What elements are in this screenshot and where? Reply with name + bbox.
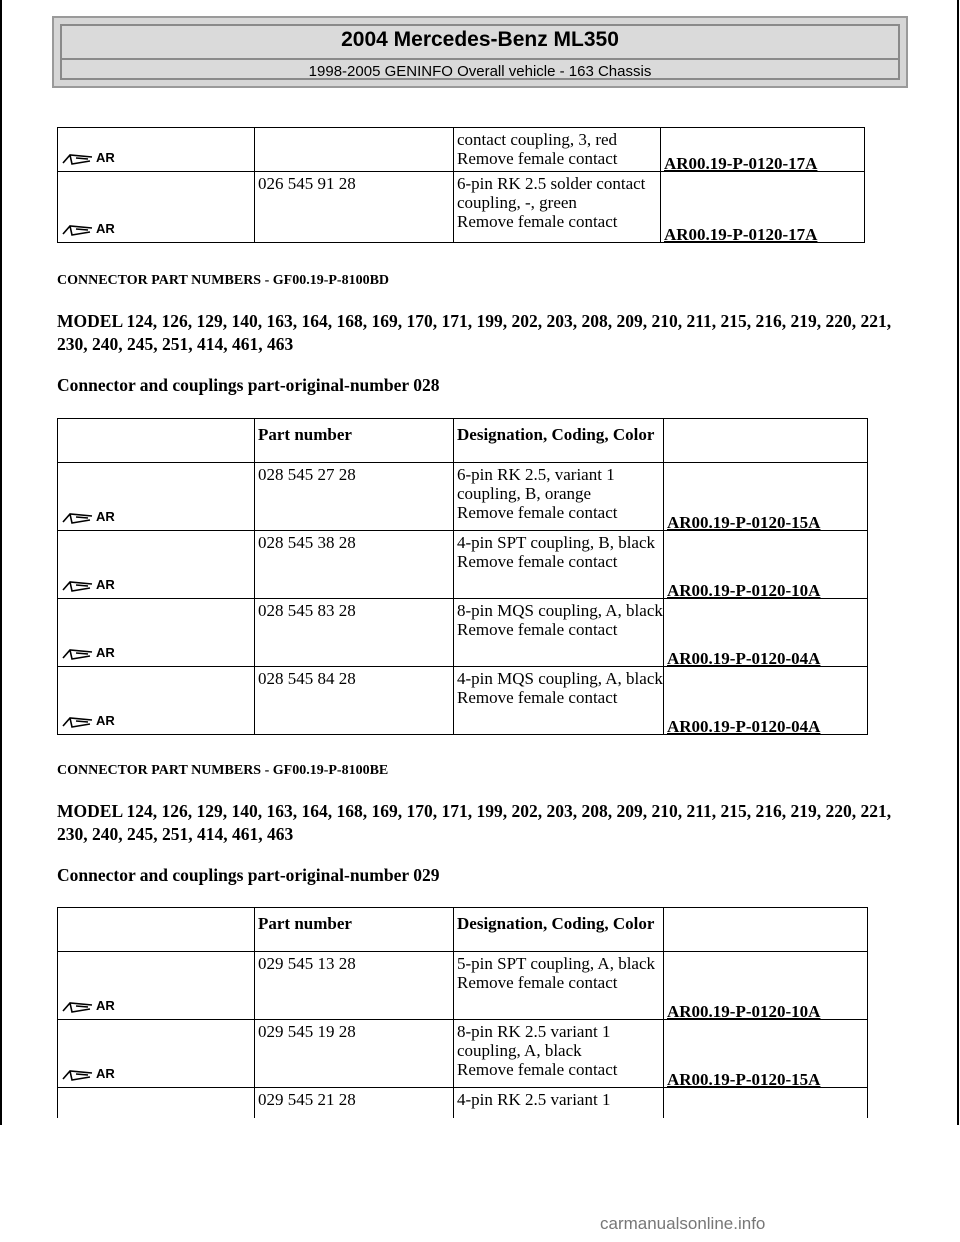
ar-icon-label: AR xyxy=(96,577,115,592)
part-number-cell: 026 545 91 28 xyxy=(255,172,454,243)
part-number-cell: 029 545 21 28 xyxy=(255,1088,454,1118)
ar-hand-icon[interactable] xyxy=(62,507,115,526)
designation-cell xyxy=(454,531,664,599)
remove-female-contact-label: Remove female contact xyxy=(457,688,618,707)
document-header xyxy=(52,16,908,88)
ar-reference-link[interactable]: AR00.19-P-0120-15A xyxy=(667,513,821,532)
table-row xyxy=(58,599,868,667)
ar-hand-icon[interactable] xyxy=(62,711,115,730)
column-header-designation: Designation, Coding, Color xyxy=(454,419,664,463)
column-header-part-number: Part number xyxy=(255,908,454,952)
designation-cell xyxy=(454,128,661,172)
ar-icon-label: AR xyxy=(96,998,115,1013)
designation-text: 4-pin SPT coupling, B, black xyxy=(457,533,656,552)
icon-cell xyxy=(58,1088,255,1118)
table-row xyxy=(58,531,868,599)
ref-cell xyxy=(664,1020,868,1088)
designation-text: 4-pin RK 2.5 variant 1 xyxy=(457,1090,611,1109)
designation-cell xyxy=(454,599,664,667)
designation-cell xyxy=(454,172,661,243)
ref-cell xyxy=(664,667,868,735)
ref-cell xyxy=(664,531,868,599)
icon-cell xyxy=(58,463,255,531)
column-header-part-number: Part number xyxy=(255,419,454,463)
table-row xyxy=(58,1088,868,1118)
header-icon-cell xyxy=(58,419,255,463)
ref-cell xyxy=(661,172,865,243)
table-header-row xyxy=(58,419,868,463)
ar-reference-link[interactable]: AR00.19-P-0120-17A xyxy=(664,225,818,244)
ar-hand-icon[interactable] xyxy=(62,219,115,238)
icon-cell xyxy=(58,1020,255,1088)
designation-text: 8-pin RK 2.5 variant 1 coupling, A, black xyxy=(457,1022,611,1060)
document-subtitle: 1998-2005 GENINFO Overall vehicle - 163 Chassis xyxy=(308,63,652,80)
part-number-cell: 029 545 19 28 xyxy=(255,1020,454,1088)
table-header-row xyxy=(58,908,868,952)
parts-table-029 xyxy=(57,907,868,1118)
connector-heading: Connector and couplings part-original-number 028 xyxy=(57,375,440,395)
ref-cell xyxy=(664,952,868,1020)
header-ref-cell xyxy=(664,419,868,463)
part-number-cell: 029 545 13 28 xyxy=(255,952,454,1020)
ar-reference-link[interactable]: AR00.19-P-0120-04A xyxy=(667,649,821,668)
part-number-cell: 028 545 27 28 xyxy=(255,463,454,531)
remove-female-contact-label: Remove female contact xyxy=(457,620,618,639)
ar-icon-label: AR xyxy=(96,645,115,660)
part-number-cell xyxy=(255,128,454,172)
table-row xyxy=(58,952,868,1020)
ar-reference-link[interactable]: AR00.19-P-0120-10A xyxy=(667,581,821,600)
designation-cell xyxy=(454,463,664,531)
remove-female-contact-label: Remove female contact xyxy=(457,503,618,522)
model-heading: MODEL 124, 126, 129, 140, 163, 164, 168, 169, 170, 171, 199, 202, 203, 208, 209, 210, 211, 215, 216, 219, 220, 221, 230, 240, 245, 251, 414, 461, 463 xyxy=(57,801,892,844)
section-code-heading: CONNECTOR PART NUMBERS - GF00.19-P-8100BD xyxy=(57,273,390,288)
remove-female-contact-label: Remove female contact xyxy=(457,1060,618,1079)
column-header-designation: Designation, Coding, Color xyxy=(454,908,664,952)
ar-hand-icon[interactable] xyxy=(62,148,115,167)
designation-cell xyxy=(454,1088,664,1118)
icon-cell xyxy=(58,531,255,599)
model-heading: MODEL 124, 126, 129, 140, 163, 164, 168, 169, 170, 171, 199, 202, 203, 208, 209, 210, 211, 215, 216, 219, 220, 221, 230, 240, 245, 251, 414, 461, 463 xyxy=(57,311,892,354)
designation-text: 6-pin RK 2.5 solder contact coupling, -, green xyxy=(457,174,646,212)
document-title: 2004 Mercedes-Benz ML350 xyxy=(341,28,619,51)
parts-table-028 xyxy=(57,418,868,735)
header-divider xyxy=(62,58,898,60)
part-number-cell: 028 545 38 28 xyxy=(255,531,454,599)
ar-reference-link[interactable]: AR00.19-P-0120-10A xyxy=(667,1002,821,1021)
page-left-border xyxy=(0,0,2,1125)
designation-cell xyxy=(454,667,664,735)
watermark-text: carmanualsonline.info xyxy=(600,1214,766,1233)
ar-reference-link[interactable]: AR00.19-P-0120-15A xyxy=(667,1070,821,1089)
designation-cell xyxy=(454,1020,664,1088)
designation-cell xyxy=(454,952,664,1020)
ar-hand-icon[interactable] xyxy=(62,996,115,1015)
icon-cell xyxy=(58,128,255,172)
ref-cell xyxy=(664,463,868,531)
ar-icon-label: AR xyxy=(96,509,115,524)
section-code-heading: CONNECTOR PART NUMBERS - GF00.19-P-8100BE xyxy=(57,763,389,778)
ref-cell xyxy=(664,599,868,667)
page-right-border xyxy=(957,0,959,1125)
header-icon-cell xyxy=(58,908,255,952)
icon-cell xyxy=(58,667,255,735)
icon-cell xyxy=(58,599,255,667)
table-row xyxy=(58,1020,868,1088)
table-row xyxy=(58,463,868,531)
ar-reference-link[interactable]: AR00.19-P-0120-04A xyxy=(667,717,821,736)
remove-female-contact-label: Remove female contact xyxy=(457,552,618,571)
icon-cell xyxy=(58,172,255,243)
ar-icon-label: AR xyxy=(96,713,115,728)
connector-heading: Connector and couplings part-original-number 029 xyxy=(57,865,440,885)
table-row xyxy=(58,172,865,243)
ar-icon-label: AR xyxy=(96,221,115,236)
part-number-cell: 028 545 83 28 xyxy=(255,599,454,667)
table-row xyxy=(58,128,865,172)
icon-cell xyxy=(58,952,255,1020)
ref-cell xyxy=(664,1088,868,1118)
ar-icon-label: AR xyxy=(96,1066,115,1081)
table-row xyxy=(58,667,868,735)
part-number-cell: 028 545 84 28 xyxy=(255,667,454,735)
ar-hand-icon[interactable] xyxy=(62,643,115,662)
ar-reference-link[interactable]: AR00.19-P-0120-17A xyxy=(664,154,818,173)
designation-text: 4-pin MQS coupling, A, black xyxy=(457,669,663,688)
ar-icon-label: AR xyxy=(96,150,115,165)
designation-text: contact coupling, 3, red xyxy=(457,130,618,149)
remove-female-contact-label: Remove female contact xyxy=(457,973,618,992)
ar-hand-icon[interactable] xyxy=(62,575,115,594)
designation-text: 6-pin RK 2.5, variant 1 coupling, B, orange xyxy=(457,465,615,503)
remove-female-contact-label: Remove female contact xyxy=(457,149,618,168)
header-ref-cell xyxy=(664,908,868,952)
remove-female-contact-label: Remove female contact xyxy=(457,212,618,231)
parts-table-continued xyxy=(57,127,865,243)
ar-hand-icon[interactable] xyxy=(62,1064,115,1083)
header-inner-frame xyxy=(60,24,900,80)
designation-text: 5-pin SPT coupling, A, black xyxy=(457,954,656,973)
designation-text: 8-pin MQS coupling, A, black xyxy=(457,601,663,620)
ref-cell xyxy=(661,128,865,172)
